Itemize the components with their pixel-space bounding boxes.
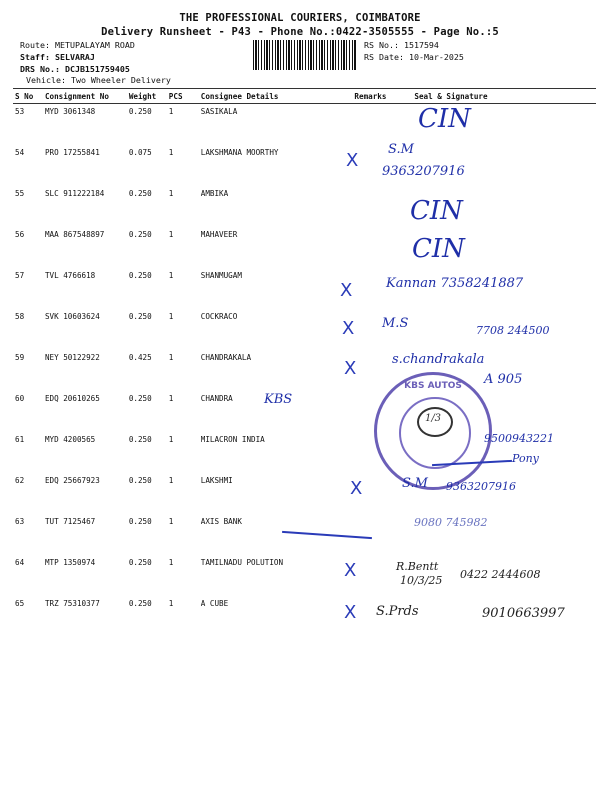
cell-pcs: 1 (168, 189, 174, 198)
cell-consignee: MAHAVEER (200, 230, 238, 239)
cross-r54: X (346, 150, 359, 171)
cell-pcs: 1 (168, 476, 174, 485)
cell-consignment: TUT 7125467 (44, 517, 96, 526)
hw-r56: CIN (412, 234, 465, 264)
cell-sno: 60 (15, 394, 25, 403)
cell-sno: 58 (15, 312, 25, 321)
cell-weight: 0.250 (128, 271, 152, 280)
cell-consignment: SVK 10603624 (44, 312, 100, 321)
cell-consignee: AMBIKA (200, 189, 229, 198)
drs-label: DRS No.: DCJB151759405 (20, 64, 130, 74)
col-signature: Seal & Signature (396, 89, 596, 104)
seal-stamp (374, 372, 492, 490)
cell-weight: 0.250 (128, 394, 152, 403)
cell-pcs: 1 (168, 353, 174, 362)
cell-consignee: CHANDRAKALA (200, 353, 252, 362)
table-row (13, 104, 596, 146)
cell-consignment: EDQ 25667923 (44, 476, 100, 485)
cross-r62: X (350, 478, 363, 499)
hw-r59-name: s.chandrakala (392, 352, 485, 367)
cell-consignee: COCKRACO (200, 312, 238, 321)
hw-r61-name: Pony (512, 452, 539, 465)
cell-remarks (352, 186, 396, 227)
cell-remarks (352, 104, 396, 146)
cell-sno: 62 (15, 476, 25, 485)
cell-consignee: AXIS BANK (200, 517, 242, 526)
cell-consignment: MYD 4200565 (44, 435, 96, 444)
cell-consignment: SLC 911222184 (44, 189, 105, 198)
cell-consignment: NEY 50122922 (44, 353, 100, 362)
cell-consignment: PRO 17255841 (44, 148, 100, 157)
col-pcs: PCS (167, 89, 199, 104)
hw-r58-phone: 7708 244500 (476, 324, 550, 337)
hw-r55: CIN (410, 196, 463, 226)
rs-number: RS No.: 1517594 (364, 40, 439, 50)
hw-r58-name: M.S (382, 316, 409, 331)
table-row (13, 391, 596, 432)
cell-weight: 0.250 (128, 599, 152, 608)
cell-pcs: 1 (168, 271, 174, 280)
cell-pcs: 1 (168, 435, 174, 444)
hw-r54-name: S.M (388, 142, 414, 157)
cell-sno: 53 (15, 107, 25, 116)
cell-consignee: SASIKALA (200, 107, 238, 116)
staff-label: Staff: SELVARAJ (20, 52, 95, 62)
stamp-ring-text: KBS AUTOS (404, 381, 462, 391)
cell-weight: 0.250 (128, 517, 152, 526)
hw-r54-phone: 9363207916 (382, 164, 465, 179)
cell-pcs: 1 (168, 148, 174, 157)
hw-r62-phone: 9363207916 (446, 480, 516, 493)
cell-remarks (352, 227, 396, 268)
hw-r61-phone: 9500943221 (484, 432, 554, 445)
hw-r60: KBS (264, 392, 293, 407)
cell-consignee: SHANMUGAM (200, 271, 242, 280)
cell-sno: 65 (15, 599, 25, 608)
cross-r57: X (340, 280, 353, 301)
cell-sno: 54 (15, 148, 25, 157)
cell-pcs: 1 (168, 394, 174, 403)
table-row (13, 514, 596, 555)
cell-weight: 0.250 (128, 312, 152, 321)
hw-r65-phone: 9010663997 (482, 606, 565, 621)
barcode (253, 40, 357, 70)
cell-sno: 63 (15, 517, 25, 526)
cell-consignee: A CUBE (200, 599, 229, 608)
rs-date: RS Date: 10-Mar-2025 (364, 52, 464, 62)
cell-weight: 0.250 (128, 230, 152, 239)
cell-pcs: 1 (168, 107, 174, 116)
cell-sno: 64 (15, 558, 25, 567)
cell-weight: 0.250 (128, 435, 152, 444)
hw-r65-name: S.Prds (376, 604, 419, 619)
cross-r59: X (344, 358, 357, 379)
cell-weight: 0.075 (128, 148, 152, 157)
runsheet-title: Delivery Runsheet - P43 - Phone No.:0422-3505555 - Page No.:5 (101, 26, 499, 38)
hw-r57: Kannan 7358241887 (386, 276, 524, 291)
cell-weight: 0.250 (128, 107, 152, 116)
cell-weight: 0.250 (128, 476, 152, 485)
hw-r64-date: 10/3/25 (400, 574, 443, 587)
stamp-center-text: 1/3 (424, 413, 442, 424)
cell-pcs: 1 (168, 312, 174, 321)
cell-sno: 61 (15, 435, 25, 444)
hw-r64-phone: 0422 2444608 (460, 568, 541, 581)
cell-pcs: 1 (168, 599, 174, 608)
cell-consignee: TAMILNADU POLUTION (200, 558, 284, 567)
cell-consignee: LAKSHMANA MOORTHY (200, 148, 279, 157)
cross-r64: X (344, 560, 357, 581)
cell-sno: 57 (15, 271, 25, 280)
col-remarks: Remarks (352, 89, 396, 104)
table-header-row (13, 89, 596, 104)
table-row (13, 227, 596, 268)
cell-sno: 56 (15, 230, 25, 239)
col-consignee: Consignee Details (199, 89, 353, 104)
cell-remarks (352, 555, 396, 596)
hw-r59-note: A 905 (484, 372, 523, 387)
cell-consignee: CHANDRA (200, 394, 233, 403)
cell-weight: 0.425 (128, 353, 152, 362)
cell-remarks (352, 514, 396, 555)
cell-weight: 0.250 (128, 189, 152, 198)
cell-consignment: MYD 3061348 (44, 107, 96, 116)
cell-sno: 55 (15, 189, 25, 198)
cell-consignment: TVL 4766618 (44, 271, 96, 280)
runsheet-table (13, 88, 596, 637)
route-label: Route: METUPALAYAM ROAD (20, 40, 135, 50)
cell-pcs: 1 (168, 558, 174, 567)
col-weight: Weight (127, 89, 167, 104)
hw-r63-phone: 9080 745982 (414, 516, 488, 529)
cell-pcs: 1 (168, 517, 174, 526)
vehicle-label: Vehicle: Two Wheeler Delivery (26, 75, 171, 85)
cell-pcs: 1 (168, 230, 174, 239)
cell-consignment: TRZ 75310377 (44, 599, 100, 608)
cell-consignment: MTP 1350974 (44, 558, 96, 567)
cell-sno: 59 (15, 353, 25, 362)
cell-consignee: MILACRON INDIA (200, 435, 265, 444)
cell-consignment: EDQ 20610265 (44, 394, 100, 403)
hw-r64-name: R.Bentt (396, 560, 439, 573)
cell-consignment: MAA 867548897 (44, 230, 105, 239)
cross-r65: X (344, 602, 357, 623)
company-title: THE PROFESSIONAL COURIERS, COIMBATORE (179, 12, 421, 24)
hw-r53: CIN (418, 104, 471, 134)
hw-r62-name: S.M (402, 476, 428, 491)
cross-r58: X (342, 318, 355, 339)
table-row (13, 186, 596, 227)
col-sno: S No (13, 89, 43, 104)
col-consignment: Consignment No (43, 89, 127, 104)
cell-weight: 0.250 (128, 558, 152, 567)
cell-consignee: LAKSHMI (200, 476, 233, 485)
table-row (13, 145, 596, 186)
